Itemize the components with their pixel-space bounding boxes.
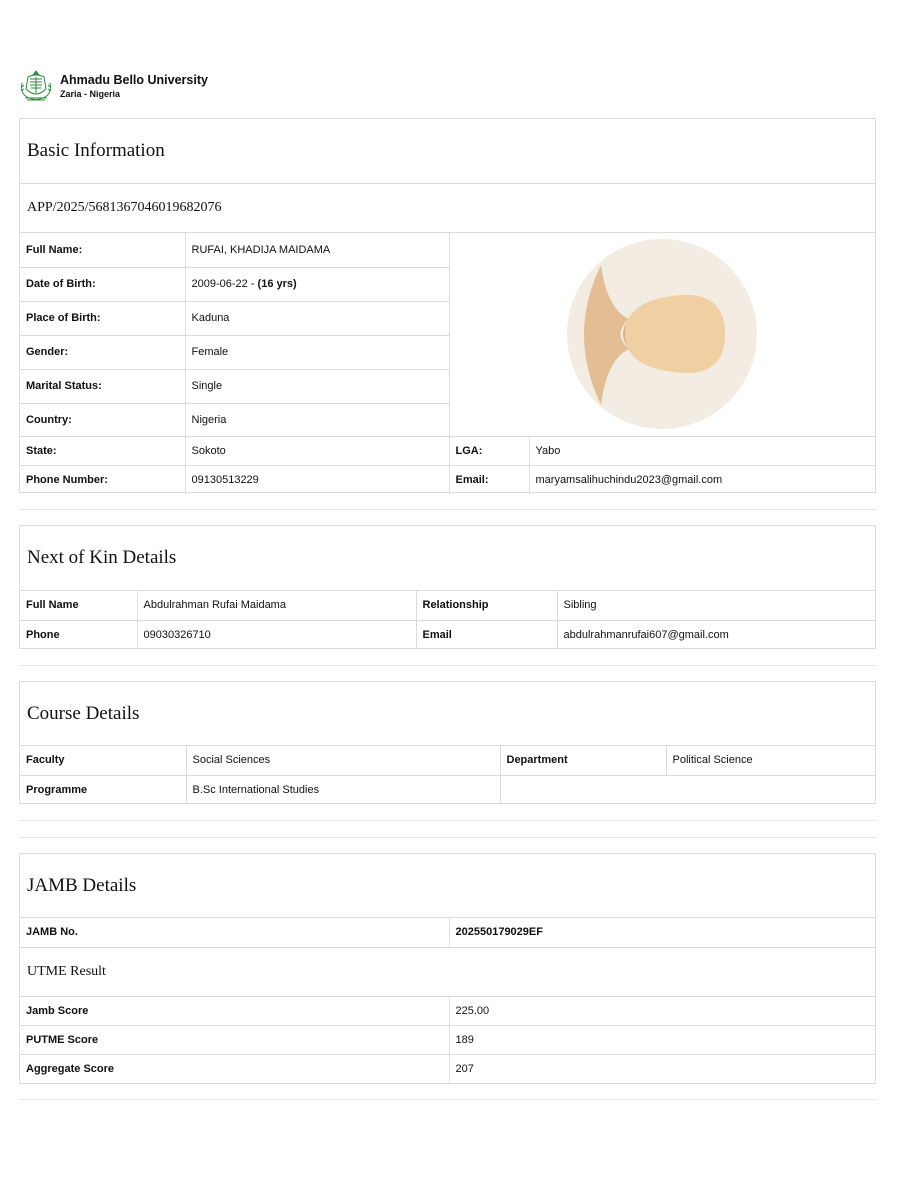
next-of-kin-table (20, 591, 875, 649)
faculty-label: Faculty (20, 746, 186, 775)
table-row (20, 436, 875, 465)
jamb-details-title: JAMB Details (20, 854, 875, 918)
table-row (20, 233, 875, 267)
section-divider (19, 820, 876, 821)
table-row (20, 746, 875, 775)
kin-full-name-value: Abdulrahman Rufai Maidama (137, 591, 416, 620)
jamb-number-table (20, 918, 875, 948)
email-value: maryamsalihuchindu2023@gmail.com (529, 465, 875, 494)
course-details-card (19, 681, 876, 804)
table-row (20, 1055, 875, 1084)
university-name: Ahmadu Bello University (60, 72, 208, 87)
state-label: State: (20, 436, 185, 465)
basic-information-table (20, 233, 875, 494)
department-value: Political Science (666, 746, 875, 775)
passport-photo (567, 239, 757, 429)
university-location: Zaria - Nigeria (60, 88, 121, 99)
section-divider (19, 1099, 876, 1100)
jamb-details-card (19, 853, 876, 1084)
aggregate-score-label: Aggregate Score (20, 1055, 449, 1084)
table-row (20, 918, 875, 947)
kin-email-label: Email (416, 620, 557, 649)
kin-relationship-value: Sibling (557, 591, 875, 620)
department-label: Department (500, 746, 666, 775)
next-of-kin-title: Next of Kin Details (20, 526, 875, 591)
table-row (20, 997, 875, 1026)
empty-cell (500, 775, 875, 804)
state-value: Sokoto (185, 436, 449, 465)
dob-label: Date of Birth: (20, 267, 185, 301)
next-of-kin-card (19, 525, 876, 649)
jamb-score-value: 225.00 (449, 997, 875, 1026)
phone-label: Phone Number: (20, 465, 185, 494)
lga-value: Yabo (529, 436, 875, 465)
pob-label: Place of Birth: (20, 301, 185, 335)
section-divider (19, 665, 876, 666)
phone-value: 09130513229 (185, 465, 449, 494)
lga-label: LGA: (449, 436, 529, 465)
marital-status-label: Marital Status: (20, 369, 185, 403)
aggregate-score-value: 207 (449, 1055, 875, 1084)
utme-result-table (20, 997, 875, 1084)
programme-label: Programme (20, 775, 186, 804)
table-row (20, 591, 875, 620)
faculty-value: Social Sciences (186, 746, 500, 775)
page-header (19, 68, 208, 104)
table-row (20, 620, 875, 649)
country-value: Nigeria (185, 403, 449, 436)
full-name-value: RUFAI, KHADIJA MAIDAMA (185, 233, 449, 267)
section-divider (19, 509, 876, 510)
jamb-no-label: JAMB No. (20, 918, 449, 947)
kin-email-value: abdulrahmanrufai607@gmail.com (557, 620, 875, 649)
basic-information-card (19, 118, 876, 493)
gender-value: Female (185, 335, 449, 369)
passport-photo-cell (449, 233, 875, 436)
email-label: Email: (449, 465, 529, 494)
university-logo-icon (19, 69, 53, 103)
country-label: Country: (20, 403, 185, 436)
dob-date: 2009-06-22 - (191, 278, 258, 290)
jamb-no-value: 202550179029EF (449, 918, 875, 947)
basic-information-title: Basic Information (20, 119, 875, 184)
kin-relationship-label: Relationship (416, 591, 557, 620)
kin-full-name-label: Full Name (20, 591, 137, 620)
putme-score-value: 189 (449, 1026, 875, 1055)
course-details-title: Course Details (20, 682, 875, 746)
utme-result-title: UTME Result (20, 948, 875, 997)
kin-phone-value: 09030326710 (137, 620, 416, 649)
age-value: (16 yrs) (257, 278, 297, 290)
table-row (20, 1026, 875, 1055)
full-name-label: Full Name: (20, 233, 185, 267)
table-row (20, 465, 875, 494)
putme-score-label: PUTME Score (20, 1026, 449, 1055)
application-number: APP/2025/5681367046019682076 (20, 184, 875, 233)
gender-label: Gender: (20, 335, 185, 369)
course-details-table (20, 746, 875, 804)
jamb-score-label: Jamb Score (20, 997, 449, 1026)
table-row (20, 775, 875, 804)
kin-phone-label: Phone (20, 620, 137, 649)
marital-status-value: Single (185, 369, 449, 403)
section-divider (19, 837, 876, 838)
programme-value: B.Sc International Studies (186, 775, 500, 804)
dob-value (185, 267, 449, 301)
pob-value: Kaduna (185, 301, 449, 335)
